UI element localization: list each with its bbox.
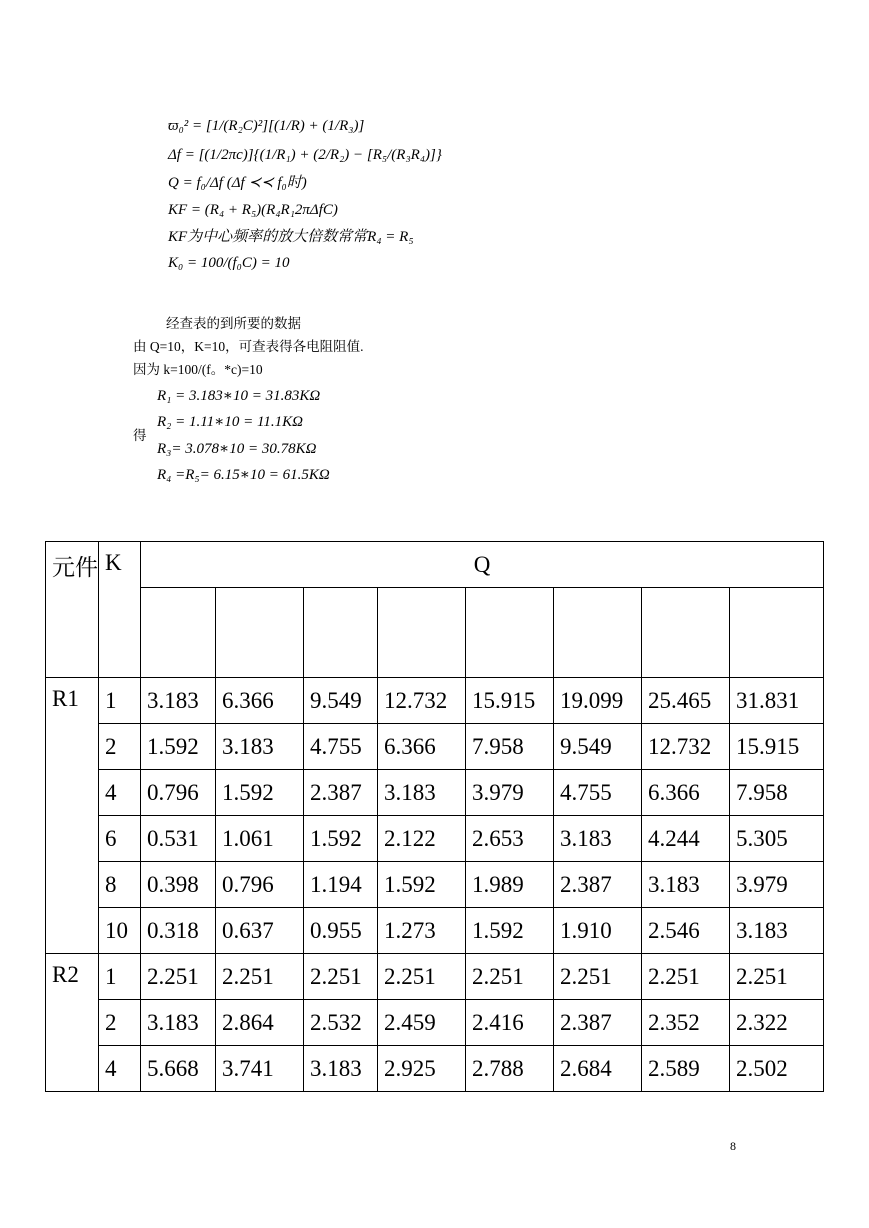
k-cell: 10: [99, 908, 141, 954]
table-row: [46, 1046, 824, 1092]
k-cell: 4: [99, 1046, 141, 1092]
value-cell: 2.502: [730, 1046, 824, 1092]
text-because: 因为 k=100/(f。*c)=10: [133, 362, 263, 377]
value-cell: 0.318: [141, 908, 216, 954]
value-cell: 2.788: [466, 1046, 554, 1092]
value-cell: 5.305: [730, 816, 824, 862]
table-row: [46, 862, 824, 908]
formula-bandwidth: [168, 145, 442, 165]
result-r2: R₂ = 1.11∗10 = 11.1KΩ: [157, 414, 303, 430]
value-cell: 3.183: [141, 1000, 216, 1046]
value-cell: 3.183: [304, 1046, 378, 1092]
value-cell: 1.592: [378, 862, 466, 908]
value-cell: 15.915: [466, 678, 554, 724]
blank-cell: [216, 588, 304, 678]
value-cell: 2.251: [141, 954, 216, 1000]
value-cell: 2.122: [378, 816, 466, 862]
value-cell: 19.099: [554, 678, 642, 724]
blank-cell: [304, 588, 378, 678]
value-cell: 2.589: [642, 1046, 730, 1092]
blank-cell: [642, 588, 730, 678]
k-cell: 2: [99, 1000, 141, 1046]
text-lookup: 经查表的到所要的数据: [166, 316, 301, 331]
blank-cell: [466, 588, 554, 678]
page-number: 8: [730, 1139, 736, 1153]
k-cell: 2: [99, 724, 141, 770]
k-cell: 4: [99, 770, 141, 816]
value-cell: 0.796: [141, 770, 216, 816]
header-q-blank-row: [46, 588, 824, 678]
value-cell: 6.366: [642, 770, 730, 816]
value-cell: 2.387: [554, 1000, 642, 1046]
value-cell: 3.741: [216, 1046, 304, 1092]
value-cell: 5.668: [141, 1046, 216, 1092]
table-row: [46, 678, 824, 724]
header-k: K: [99, 542, 141, 678]
value-cell: 4.755: [554, 770, 642, 816]
value-cell: 2.864: [216, 1000, 304, 1046]
header-q: Q: [141, 542, 824, 588]
value-cell: 2.653: [466, 816, 554, 862]
value-cell: 2.251: [304, 954, 378, 1000]
value-cell: 0.531: [141, 816, 216, 862]
value-cell: 2.387: [304, 770, 378, 816]
element-cell: R2: [46, 954, 99, 1092]
value-cell: 1.194: [304, 862, 378, 908]
value-cell: 6.366: [216, 678, 304, 724]
table-row: [46, 816, 824, 862]
value-cell: 2.251: [642, 954, 730, 1000]
value-cell: 2.459: [378, 1000, 466, 1046]
table-row: [46, 908, 824, 954]
value-cell: 9.549: [554, 724, 642, 770]
value-cell: 15.915: [730, 724, 824, 770]
result-r3: R₃= 3.078∗10 = 30.78KΩ: [157, 441, 317, 457]
value-cell: 3.183: [141, 678, 216, 724]
value-cell: 4.244: [642, 816, 730, 862]
resistor-table: [45, 541, 824, 1092]
formula-q: [168, 173, 307, 193]
value-cell: 2.251: [730, 954, 824, 1000]
value-cell: 25.465: [642, 678, 730, 724]
value-cell: 3.183: [730, 908, 824, 954]
k-cell: 6: [99, 816, 141, 862]
formula-kf: [168, 200, 338, 220]
text-q-k: 由 Q=10，K=10，可查表得各电阻阻值.: [133, 339, 364, 354]
table-row: [46, 1000, 824, 1046]
blank-cell: [378, 588, 466, 678]
k-cell: 1: [99, 678, 141, 724]
k-cell: 8: [99, 862, 141, 908]
value-cell: 31.831: [730, 678, 824, 724]
formula-q-text: Q = f₀/Δf (Δf ≺≺ f₀时): [168, 175, 307, 191]
value-cell: 7.958: [730, 770, 824, 816]
formula-kf-note: [168, 227, 414, 247]
value-cell: 2.352: [642, 1000, 730, 1046]
formula-kf-note-text: KF为中心频率的放大倍数常常R₄ = R₅: [168, 229, 414, 245]
value-cell: 3.979: [466, 770, 554, 816]
value-cell: 2.251: [554, 954, 642, 1000]
value-cell: 1.592: [216, 770, 304, 816]
formula-omega: [168, 116, 364, 136]
value-cell: 1.910: [554, 908, 642, 954]
value-cell: 9.549: [304, 678, 378, 724]
text-de: 得: [133, 428, 147, 443]
value-cell: 3.183: [378, 770, 466, 816]
element-cell: R1: [46, 678, 99, 954]
value-cell: 3.183: [554, 816, 642, 862]
value-cell: 1.061: [216, 816, 304, 862]
table-row: [46, 770, 824, 816]
value-cell: 2.546: [642, 908, 730, 954]
value-cell: 2.251: [378, 954, 466, 1000]
value-cell: 0.637: [216, 908, 304, 954]
table-row: [46, 954, 824, 1000]
value-cell: 2.322: [730, 1000, 824, 1046]
formula-k0: [168, 253, 290, 273]
value-cell: 2.251: [466, 954, 554, 1000]
value-cell: 0.955: [304, 908, 378, 954]
formula-k0-text: K₀ = 100/(f₀C) = 10: [168, 255, 290, 271]
value-cell: 1.592: [141, 724, 216, 770]
value-cell: 2.251: [216, 954, 304, 1000]
blank-cell: [554, 588, 642, 678]
header-element: 元件: [46, 542, 99, 678]
value-cell: 2.684: [554, 1046, 642, 1092]
value-cell: 1.592: [466, 908, 554, 954]
value-cell: 3.183: [216, 724, 304, 770]
result-r1: R₁ = 3.183∗10 = 31.83KΩ: [157, 388, 321, 404]
formula-bandwidth-text: Δf = [(1/2πc)]{(1/R₁) + (2/R₂) − [R₅/(R₃R₄)]}: [168, 147, 442, 163]
blank-cell: [730, 588, 824, 678]
value-cell: 1.989: [466, 862, 554, 908]
k-cell: 1: [99, 954, 141, 1000]
value-cell: 1.592: [304, 816, 378, 862]
value-cell: 6.366: [378, 724, 466, 770]
value-cell: 2.925: [378, 1046, 466, 1092]
value-cell: 3.183: [642, 862, 730, 908]
value-cell: 2.416: [466, 1000, 554, 1046]
value-cell: 0.398: [141, 862, 216, 908]
value-cell: 12.732: [642, 724, 730, 770]
value-cell: 0.796: [216, 862, 304, 908]
value-cell: 7.958: [466, 724, 554, 770]
value-cell: 2.387: [554, 862, 642, 908]
value-cell: 1.273: [378, 908, 466, 954]
formula-kf-text: KF = (R₄ + R₅)(R₄R₁2πΔfC): [168, 202, 338, 218]
formula-omega-text: ϖ₀² = [1/(R₂C)²][(1/R) + (1/R₃)]: [168, 118, 365, 134]
blank-cell: [141, 588, 216, 678]
value-cell: 2.532: [304, 1000, 378, 1046]
result-r4: R₄ =R₅= 6.15∗10 = 61.5KΩ: [157, 467, 330, 483]
value-cell: 12.732: [378, 678, 466, 724]
value-cell: 3.979: [730, 862, 824, 908]
table-row: [46, 724, 824, 770]
value-cell: 4.755: [304, 724, 378, 770]
